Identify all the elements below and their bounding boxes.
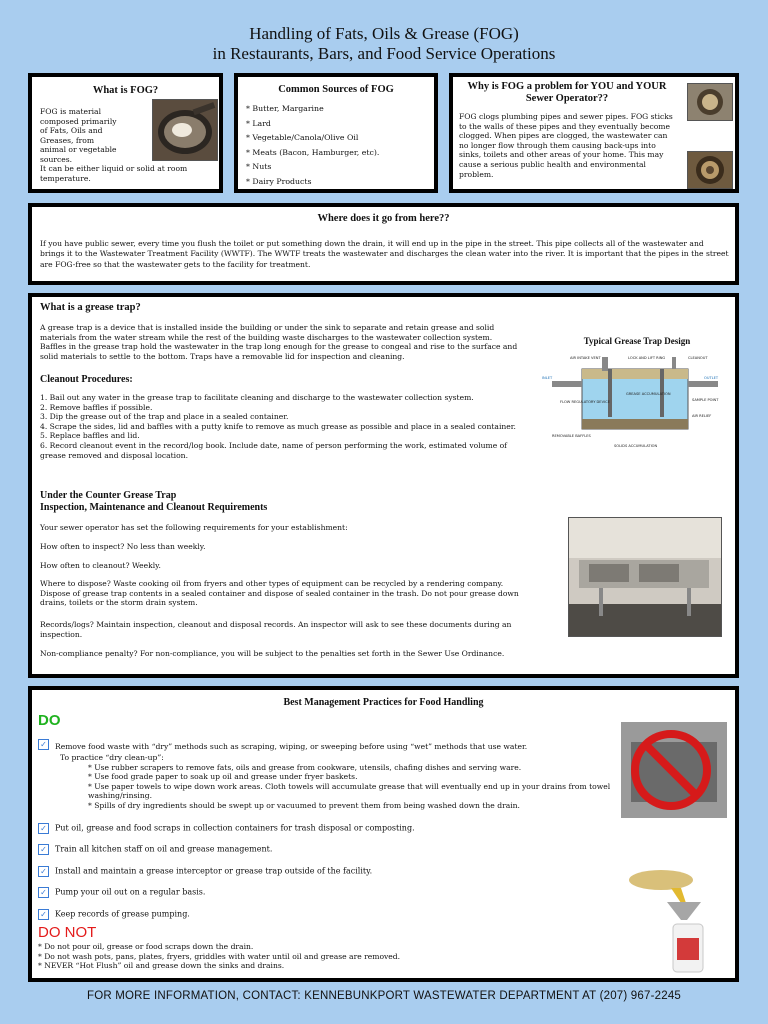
dispose-info: Where to dispose? Waste cooking oil from fryers and other types of equipment can be recycled by a rendering company. Dispose of grease trap contents in a sealed container and dispose of sealed container in the trash. Do not pour grease down drains, toilets or the storm drain system.	[40, 579, 519, 608]
why-fog-problem-text: FOG clogs plumbing pipes and sewer pipes. FOG sticks to the walls of these pipes and they eventually become clogged. When pipes are clogged, the wastewater can no longer flow through them causing back-ups into sinks, toilets and other areas of your home. This may cause a serious public health and environmental problem.	[459, 112, 673, 179]
do-not-item: * NEVER “Hot Flush” oil and grease down the sinks and drains.	[38, 961, 285, 971]
why-fog-problem-heading: Why is FOG a problem for YOU and YOUR Sewer Operator??	[467, 81, 667, 104]
best-practices-heading: Best Management Practices for Food Handling	[283, 697, 484, 708]
do-item	[38, 909, 190, 920]
do-label: DO	[38, 712, 61, 729]
common-sources-heading: Common Sources of FOG	[278, 84, 394, 95]
what-is-fog-box	[28, 73, 223, 193]
title-line-1: Handling of Fats, Oils & Grease (FOG)	[249, 24, 519, 43]
diagram-label: AIR INTAKE VENT	[570, 356, 601, 360]
source-item: * Nuts	[246, 162, 272, 172]
checkbox-icon: ✓	[38, 823, 49, 834]
where-does-it-go-heading: Where does it go from here??	[317, 213, 450, 224]
penalty-info: Non-compliance penalty? For non-compliance, you will be subject to the penalties set forth in the Sewer Use Ordinance.	[40, 649, 505, 658]
kitchen-sink-photo	[568, 517, 722, 637]
grease-trap-box	[28, 293, 739, 678]
title-line-2: in Restaurants, Bars, and Food Service Operations	[212, 44, 556, 63]
grease-trap-heading: What is a grease trap?	[40, 302, 141, 313]
diagram-label: GREASE ACCUMULATION	[626, 392, 671, 396]
where-does-it-go-box	[28, 203, 739, 285]
no-grease-drain-icon	[621, 722, 727, 818]
requirements-intro: Your sewer operator has set the following requirements for your establishment:	[40, 523, 348, 532]
source-item: * Lard	[246, 118, 271, 128]
common-sources-list	[246, 102, 379, 190]
dry-cleanup-tip: * Use paper towels to wipe down work areas. Cloth towels will accumulate grease that will eventually end up in your drains from towel washing/rinsing.	[88, 781, 611, 801]
contact-footer: FOR MORE INFORMATION, CONTACT: KENNEBUNKPORT WASTEWATER DEPARTMENT AT (207) 967-2245	[86, 990, 682, 1002]
records-info: Records/logs? Maintain inspection, cleanout and disposal records. An inspector will ask to see these documents during an inspection.	[40, 620, 512, 639]
grease-trap-text: A grease trap is a device that is installed inside the building or under the sink to separate and retain grease and solid materials from the water stream while the rest of the building waste discharges to the wastewater collection system. Baffles in the grease trap hold the wastewater in the trap long enough for the grease to congeal and rise to the surface and solid materials to settle to the bottom. Traps have a removable lid for inspection and cleaning.	[40, 323, 518, 361]
cleanout-step: 5. Replace baffles and lid.	[40, 431, 140, 441]
under-counter-heading-1: Under the Counter Grease Trap	[40, 490, 177, 501]
source-item: * Butter, Margarine	[246, 104, 324, 113]
do-item-dry-methods	[38, 734, 618, 811]
page-title	[0, 24, 768, 64]
dry-cleanup-tip: * Use food grade paper to soak up oil and grease under fryer baskets.	[88, 772, 358, 782]
do-not-item: * Do not pour oil, grease or food scraps down the drain.	[38, 942, 254, 951]
cleanout-step: 1. Bail out any water in the grease trap to facilitate cleaning and discharge to the wastewater collection system.	[40, 393, 474, 402]
diagram-label: SAMPLE POINT	[692, 398, 719, 402]
do-item-text: Keep records of grease pumping.	[55, 909, 190, 919]
do-item	[38, 866, 372, 877]
do-item-text: Put oil, grease and food scraps in collection containers for trash disposal or composting.	[55, 823, 415, 833]
cleanout-step: 3. Dip the grease out of the trap and place in a sealed container.	[40, 412, 289, 422]
do-item-text: Pump your oil out on a regular basis.	[55, 887, 206, 897]
diagram-label: INLET	[542, 376, 553, 380]
do-item-text: Train all kitchen staff on oil and grease management.	[55, 844, 273, 854]
where-does-it-go-text: If you have public sewer, every time you flush the toilet or put something down the drain, it will end up in the pipe in the street. This pipe collects all of the wastewater and brings it to the Wastewater Treatment Facility (WWTF). The WWTF treats the wastewater and discharges the clean water into the river. It is important that the pipes in the street are FOG-free so that the wastewater gets to the facility for treatment.	[40, 239, 729, 269]
diagram-label: REMOVABLE BAFFLES	[552, 434, 591, 438]
source-item: * Vegetable/Canola/Olive Oil	[246, 133, 359, 143]
cleanout-step: 6. Record cleanout event in the record/log book. Include date, name of person performing the work, estimated volume of grease removed and disposal location.	[40, 440, 507, 460]
do-item	[38, 823, 415, 834]
checkbox-icon: ✓	[38, 887, 49, 898]
dry-cleanup-tip: * Use rubber scrapers to remove fats, oils and grease from cookware, utensils, chafing dishes and serving ware.	[88, 762, 522, 772]
diagram-title: Typical Grease Trap Design	[583, 336, 691, 346]
checkbox-icon: ✓	[38, 909, 49, 920]
diagram-label: FLOW REGULATORY DEVICE	[560, 400, 610, 404]
dry-cleanup-tip: * Spills of dry ingredients should be swept up or vacuumed to prevent them from being washed down the drain.	[88, 800, 520, 810]
cleanout-heading: Cleanout Procedures:	[40, 374, 133, 385]
inspect-frequency: How often to inspect? No less than weekly.	[40, 542, 206, 551]
checkbox-icon: ✓	[38, 844, 49, 855]
checkbox-icon: ✓	[38, 866, 49, 877]
grease-trap-diagram	[542, 355, 722, 463]
clogged-pipe-photo-1	[687, 83, 733, 121]
best-practices-box	[28, 686, 739, 982]
do-not-label: DO NOT	[38, 924, 97, 941]
cleanout-step: 4. Scrape the sides, lid and baffles with a putty knife to remove as much grease as possible and place in a sealed container.	[40, 421, 516, 431]
frying-pan-photo	[152, 99, 218, 161]
do-item-text: Remove food waste with “dry” methods such as scraping, wiping, or sweeping before using “wet” methods that use water.	[55, 742, 528, 751]
under-counter-heading-2: Inspection, Maintenance and Cleanout Requirements	[40, 502, 268, 513]
what-is-fog-text-2: It can be either liquid or solid at room temperature.	[40, 164, 188, 183]
diagram-label: OUTLET	[704, 376, 719, 380]
checkbox-icon: ✓	[38, 739, 49, 750]
cleanout-step: 2. Remove baffles if possible.	[40, 402, 153, 412]
source-item: * Meats (Bacon, Hamburger, etc).	[246, 147, 380, 157]
do-item-text: Install and maintain a grease interceptor or grease trap outside of the facility.	[55, 866, 373, 876]
source-item: * Dairy Products	[246, 176, 312, 186]
clogged-pipe-photo-2	[687, 151, 733, 189]
what-is-fog-heading: What is FOG?	[92, 85, 159, 96]
diagram-label: SOLIDS ACCUMULATION	[614, 444, 658, 448]
diagram-label: LOCK AND LIFT RING	[628, 356, 666, 360]
do-item	[38, 887, 205, 898]
common-sources-box	[234, 73, 438, 193]
do-not-item: * Do not wash pots, pans, plates, fryers, griddles with water until oil and grease are removed.	[38, 951, 401, 961]
what-is-fog-text: FOG is material composed primarily of Fats, Oils and Greases, from animal or vegetable sources.	[40, 107, 117, 164]
do-not-list	[38, 942, 400, 971]
diagram-label: AIR RELIEF	[692, 414, 712, 418]
why-fog-problem-box	[449, 73, 739, 193]
dry-cleanup-label: To practice “dry clean-up”:	[60, 753, 164, 762]
cleanout-frequency: How often to cleanout? Weekly.	[40, 561, 161, 570]
cleanout-steps	[40, 393, 518, 460]
oil-funnel-photo	[621, 866, 727, 976]
diagram-label: CLEANOUT	[688, 356, 708, 360]
do-item	[38, 844, 272, 855]
